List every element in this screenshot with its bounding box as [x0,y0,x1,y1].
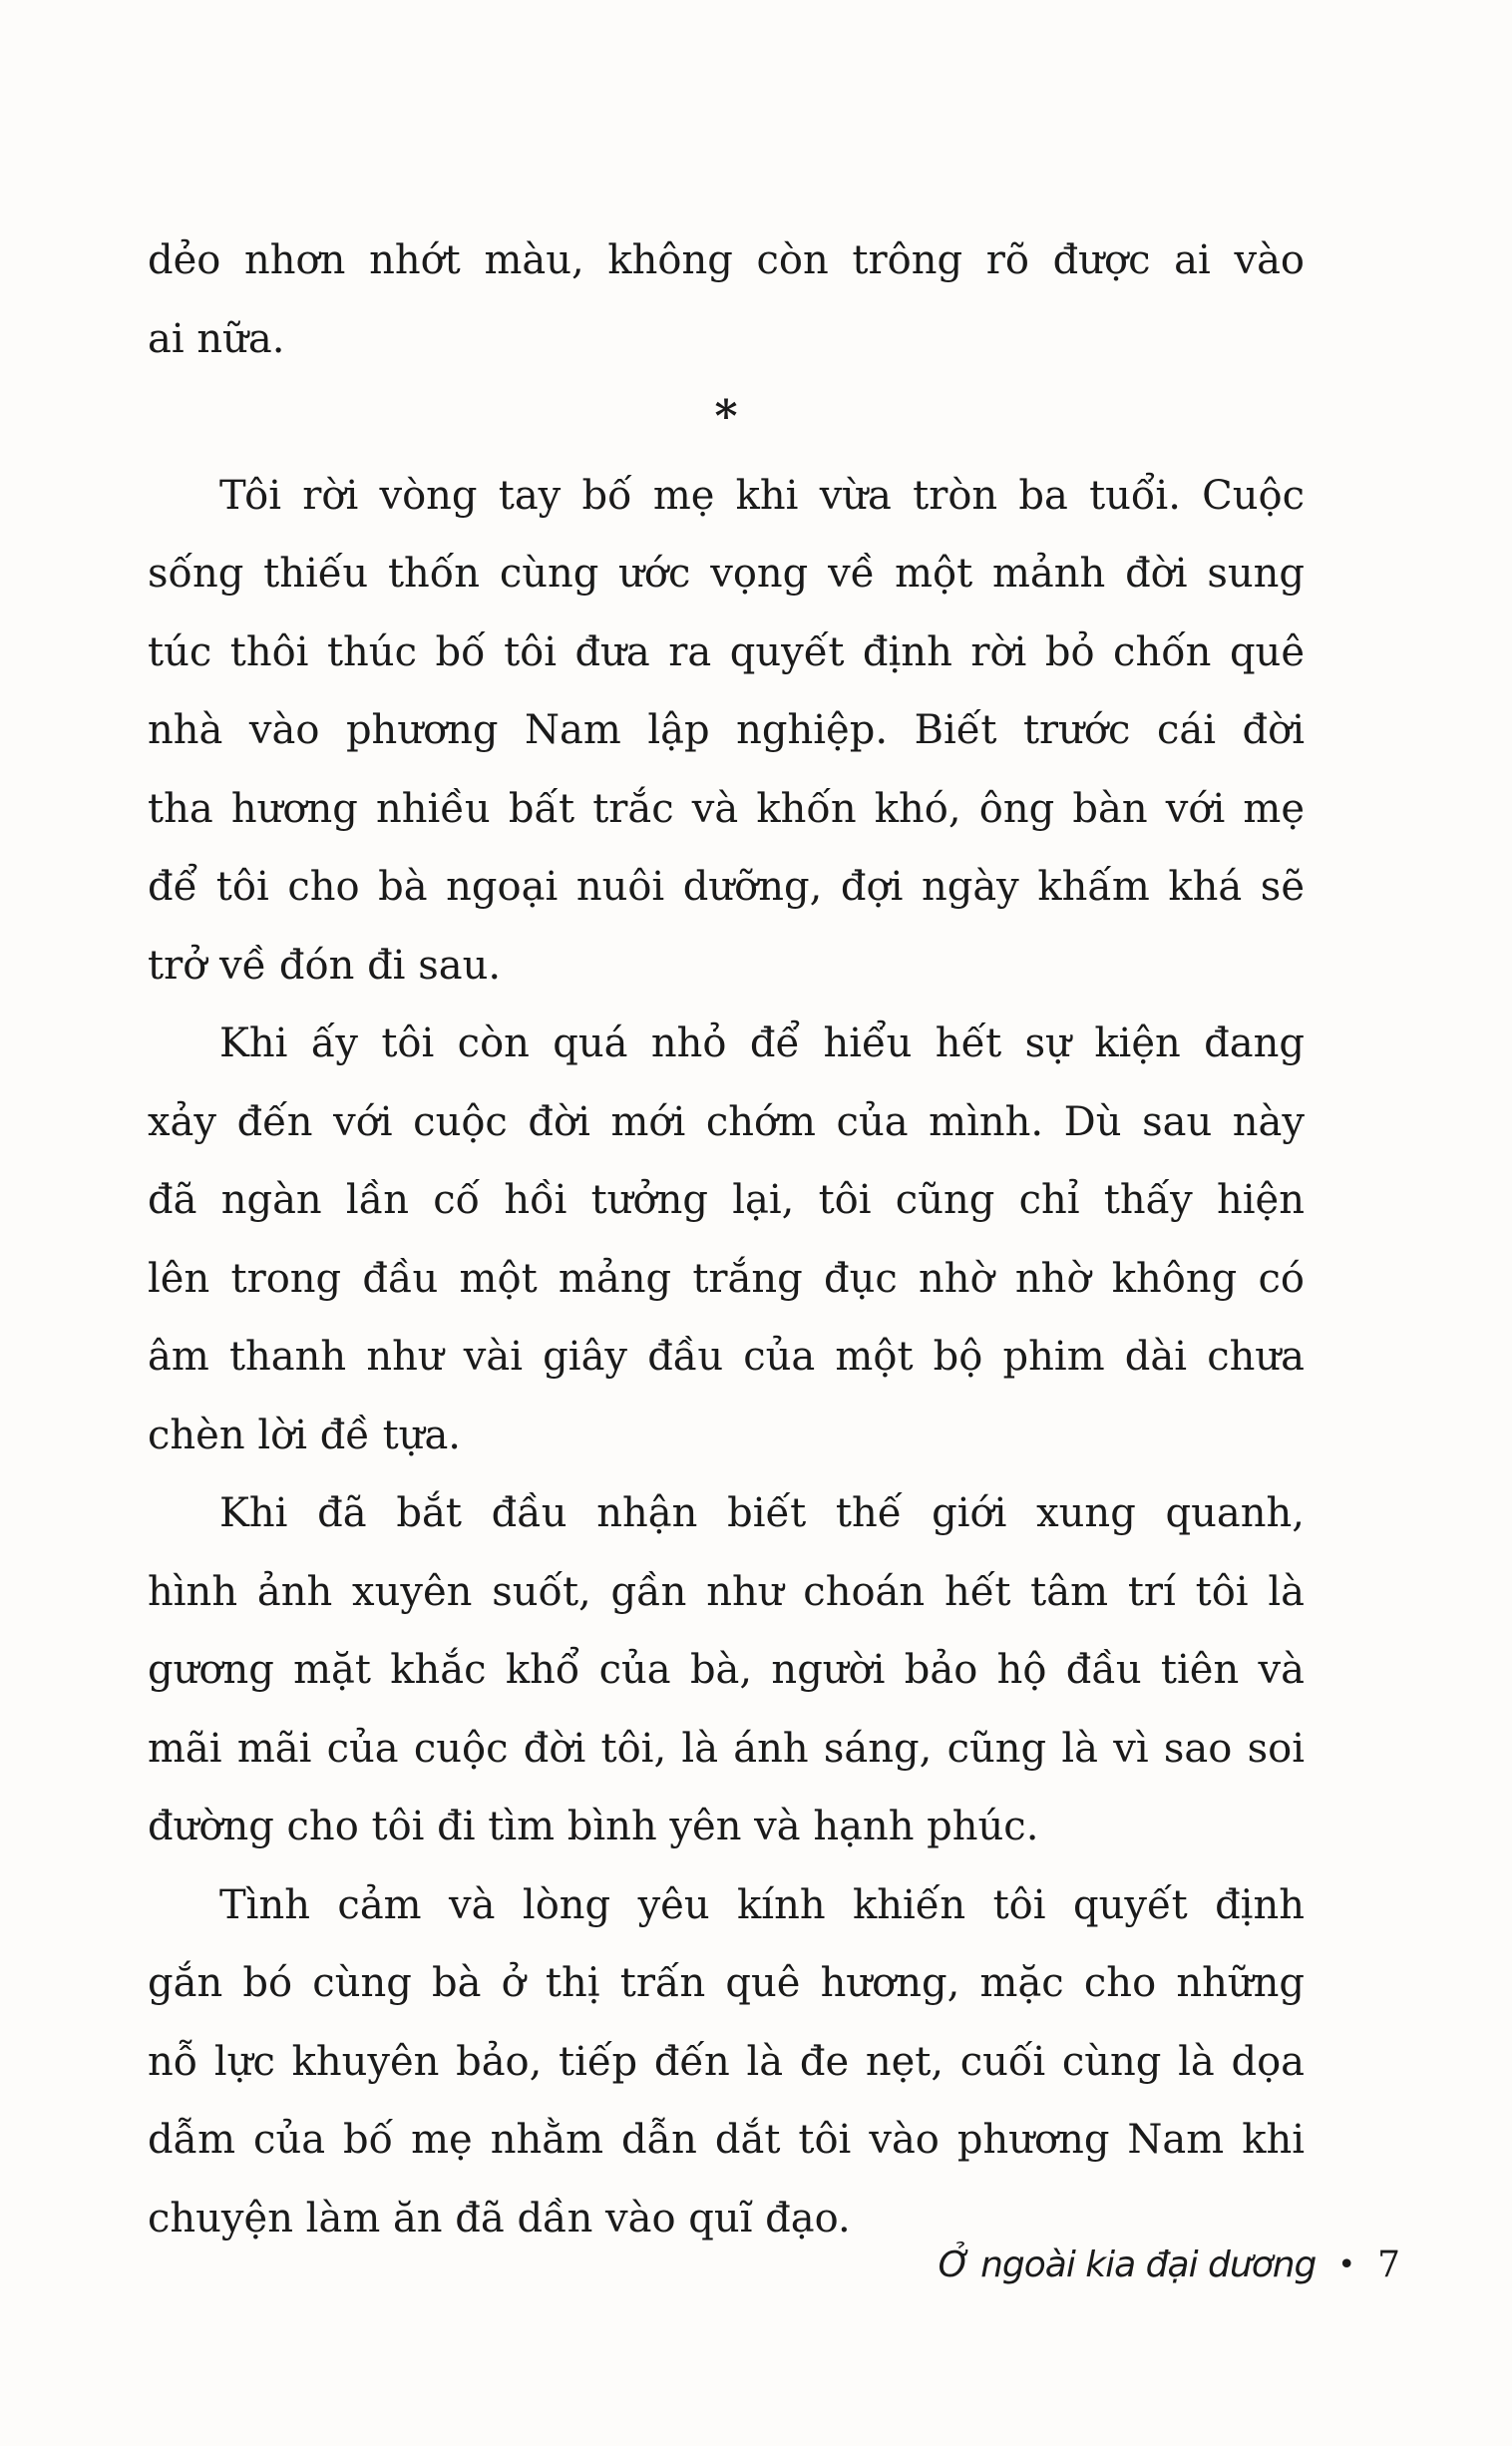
section-break-asterisk: * [714,391,738,442]
text-line: tha hương nhiều bất trắc và khốn khó, ông bàn với mẹ [148,785,1305,832]
text-line: Tình cảm và lòng yêu kính khiến tôi quyết định [219,1881,1305,1928]
text-line: chèn lời đề tựa. [148,1412,462,1458]
page-number: 7 [1377,2244,1400,2285]
text-line: mãi mãi của cuộc đời tôi, là ánh sáng, cũng là vì sao soi [148,1725,1305,1772]
text-line: dẫm của bố mẹ nhằm dẫn dắt tôi vào phương Nam khi [148,2117,1305,2163]
running-title: Ở ngoài kia đại dương [938,2244,1317,2285]
text-line: dẻo nhơn nhớt màu, không còn trông rõ được ai vào [148,237,1305,283]
page-footer [939,2244,1400,2285]
text-line: Tôi rời vòng tay bố mẹ khi vừa tròn ba tuổi. Cuộc [219,472,1305,519]
text-line: Khi ấy tôi còn quá nhỏ để hiểu hết sự kiện đang [219,1020,1305,1066]
text-line: nhà vào phương Nam lập nghiệp. Biết trước cái đời [148,707,1305,753]
body-text [148,221,1305,2257]
text-line: gắn bó cùng bà ở thị trấn quê hương, mặc cho những [148,1960,1305,2006]
text-line: trở về đón đi sau. [148,942,502,989]
text-line: ai nữa. [148,315,285,362]
bullet-separator: • [1337,2247,1356,2282]
text-line: gương mặt khắc khổ của bà, người bảo hộ đầu tiên và [148,1647,1305,1693]
text-line: Khi đã bắt đầu nhận biết thế giới xung quanh, [219,1490,1305,1536]
text-line: chuyện làm ăn đã dần vào quĩ đạo. [148,2195,851,2242]
text-line: túc thôi thúc bố tôi đưa ra quyết định rời bỏ chốn quê [148,628,1305,675]
text-line: sống thiếu thốn cùng ước vọng về một mảnh đời sung [148,551,1305,597]
text-line: xảy đến với cuộc đời mới chớm của mình. Dù sau này [148,1098,1305,1145]
text-line: nỗ lực khuyên bảo, tiếp đến là đe nẹt, cuối cùng là dọa [148,2038,1305,2085]
text-line: âm thanh như vài giây đầu của một bộ phim dài chưa [148,1334,1305,1380]
text-line: đường cho tôi đi tìm bình yên và hạnh phúc. [148,1804,1039,1849]
text-line: lên trong đầu một mảng trắng đục nhờ nhờ không có [148,1255,1305,1302]
text-line: đã ngàn lần cố hồi tưởng lại, tôi cũng chỉ thấy hiện [148,1177,1305,1223]
text-line: hình ảnh xuyên suốt, gần như choán hết tâm trí tôi là [148,1568,1305,1615]
text-line: để tôi cho bà ngoại nuôi dưỡng, đợi ngày khấm khá sẽ [148,864,1305,910]
